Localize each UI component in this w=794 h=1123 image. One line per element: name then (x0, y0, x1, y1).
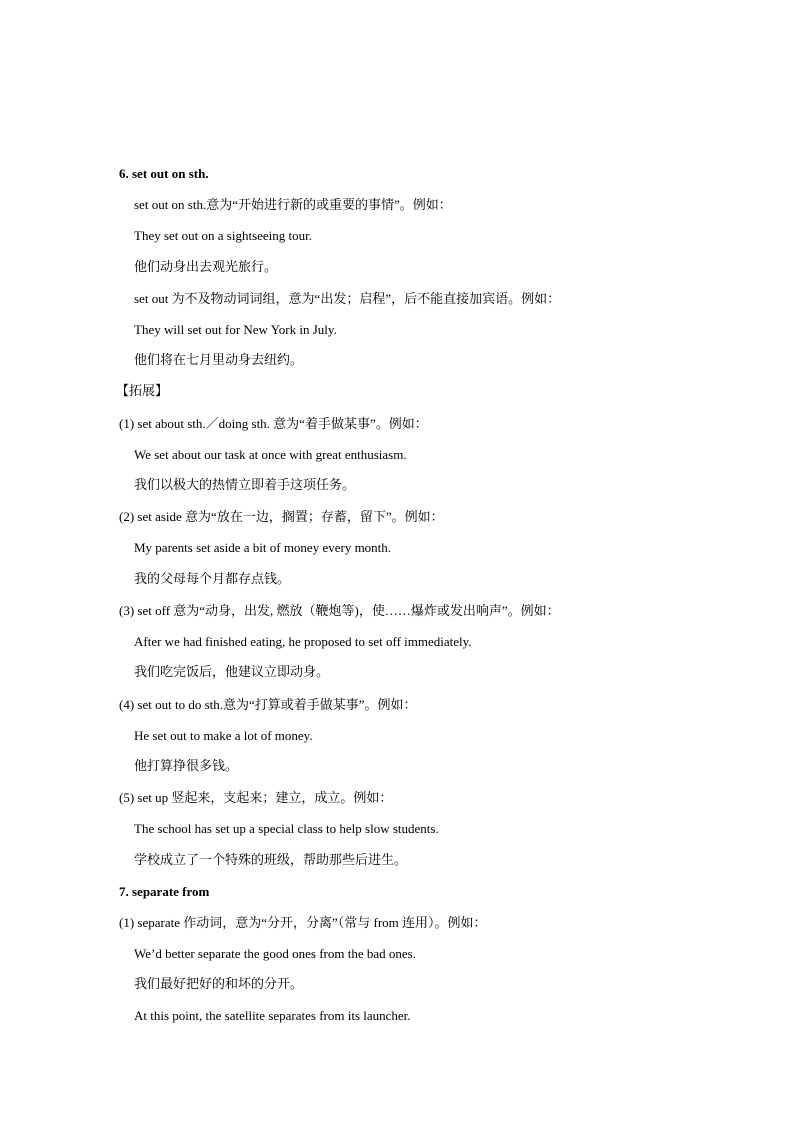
definition-line: set out 为不及物动词词组，意为“出发；启程”，后不能直接加宾语。例如： (134, 291, 561, 306)
example-en: We set about our task at once with great enthusiasm. (134, 447, 407, 462)
example-cn: 他打算挣很多钱。 (134, 759, 239, 774)
example-cn: 我们以极大的热情立即着手这项任务。 (134, 478, 356, 493)
example-en: The school has set up a special class to help slow students. (134, 821, 439, 836)
example-en: They set out on a sightseeing tour. (134, 228, 313, 243)
numbered-item: (1) set about sth.／doing sth. 意为“着手做某事”。例如： (119, 416, 428, 431)
example-cn: 我们最好把好的和坏的分开。 (134, 977, 304, 992)
example-cn: 他们将在七月里动身去纽约。 (134, 353, 304, 368)
example-cn: 我的父母每个月都存点钱。 (134, 572, 291, 587)
example-cn: 他们动身出去观光旅行。 (134, 260, 278, 275)
definition-line: set out on sth.意为“开始进行新的或重要的事情”。例如： (134, 197, 452, 212)
example-en: At this point, the satellite separates from its launcher. (134, 1008, 411, 1023)
numbered-item: (5) set up 竖起来，支起来；建立，成立。例如： (119, 790, 393, 805)
numbered-item: (1) separate 作动词，意为“分开，分离”（常与 from 连用）。例如： (119, 915, 487, 930)
numbered-item: (2) set aside 意为“放在一边，搁置；存蓄，留下”。例如： (119, 509, 444, 524)
example-cn: 我们吃完饭后，他建议立即动身。 (134, 665, 330, 680)
numbered-item: (4) set out to do sth.意为“打算或着手做某事”。例如： (119, 697, 417, 712)
example-en: My parents set aside a bit of money every month. (134, 540, 392, 555)
example-cn: 学校成立了一个特殊的班级，帮助那些后进生。 (134, 853, 408, 868)
example-en: We’d better separate the good ones from the bad ones. (134, 946, 416, 961)
example-en: He set out to make a lot of money. (134, 728, 313, 743)
example-en: After we had finished eating, he proposed to set off immediately. (134, 634, 472, 649)
heading-set-out-on: 6. set out on sth. (119, 166, 209, 181)
numbered-item: (3) set off 意为“动身，出发, 燃放（鞭炮等)，使……爆炸或发出响声”。例如： (119, 603, 560, 618)
section-label-extension: 【拓展】 (116, 384, 169, 399)
example-en: They will set out for New York in July. (134, 322, 337, 337)
heading-separate-from: 7. separate from (119, 884, 210, 899)
